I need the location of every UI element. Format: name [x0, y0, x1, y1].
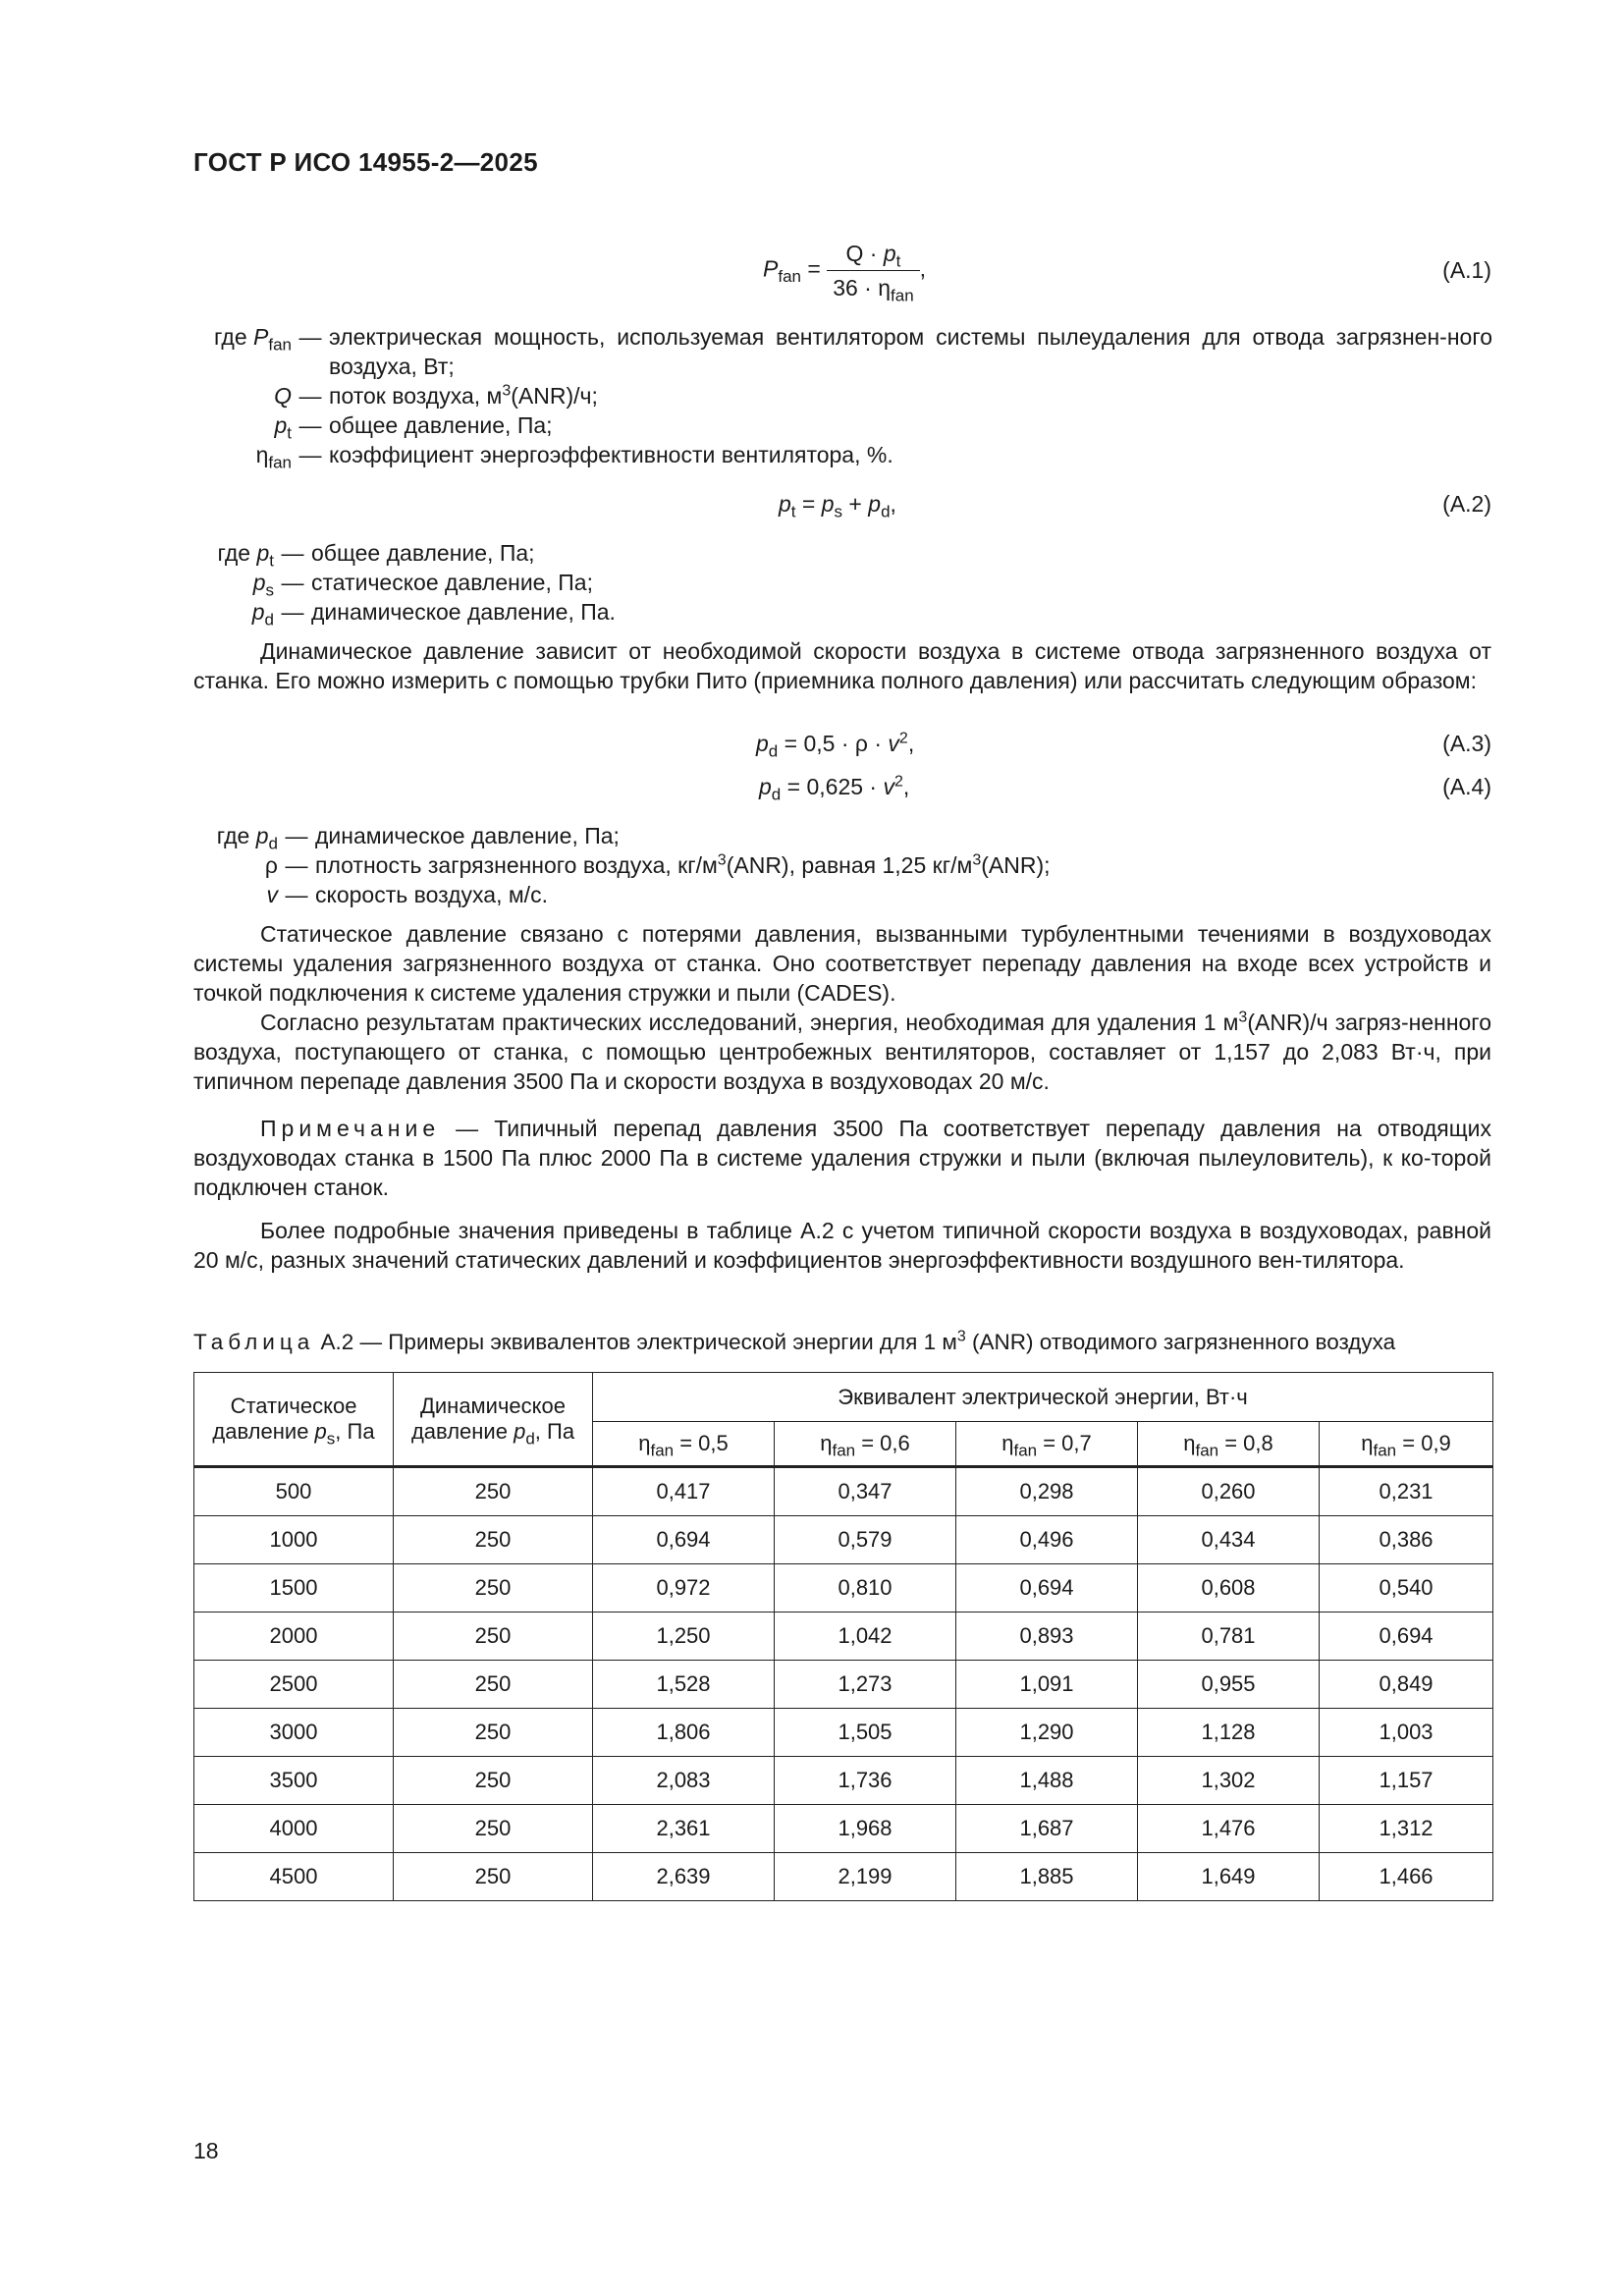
table-cell: 250: [394, 1661, 593, 1709]
header-static-pressure: Статическое давление $p_s$, Па: [194, 1373, 394, 1467]
formula-a3-number: (A.3): [1442, 731, 1491, 756]
note-label: Примечание: [260, 1116, 441, 1141]
table-cell: 0,298: [956, 1467, 1138, 1516]
header-eta-column: $\eta_{fan} = 0,8$: [1138, 1422, 1320, 1467]
table-cell: 1,649: [1138, 1853, 1320, 1901]
formula-a4: $p_d = 0,625 \cdot v^2$,: [759, 773, 910, 804]
formula-a4-number: (A.4): [1442, 774, 1491, 799]
table-row: [194, 1805, 1493, 1853]
where-list-2: [193, 538, 1492, 627]
where-item: $p_d$ — динамическое давление, Па.: [251, 599, 616, 629]
table-row: [194, 1661, 1493, 1709]
header-dynamic-pressure: Динамическое давление $p_d$, Па: [394, 1373, 593, 1467]
table-caption: Таблица А.2 — Примеры эквивалентов электрической энергии для 1 $м^3$ (ANR) отводимого загрязненного воздуха: [193, 1328, 1396, 1354]
table-cell: 2500: [194, 1661, 394, 1709]
table-cell: 250: [394, 1757, 593, 1805]
table-cell: 2,361: [593, 1805, 775, 1853]
table-cell: 3000: [194, 1709, 394, 1757]
table-cell: 1,091: [956, 1661, 1138, 1709]
table-cell: 1,290: [956, 1709, 1138, 1757]
table-cell: 0,694: [593, 1516, 775, 1564]
header-eta-column: $\eta_{fan} = 0,6$: [775, 1422, 956, 1467]
table-cell: 2,639: [593, 1853, 775, 1901]
table-cell: 1,466: [1320, 1853, 1493, 1901]
paragraph-dynamic-pressure: Динамическое давление зависит от необходимой скорости воздуха в системе отвода загрязненного воздуха от станка. Его можно измерить с помощью трубки Пито (приемника полного давления) или рассчитать следующим образом:: [193, 638, 1491, 693]
formula-a2: $p_t = p_s + p_d$,: [779, 491, 896, 521]
table-cell: 1500: [194, 1564, 394, 1613]
table-cell: 1,806: [593, 1709, 775, 1757]
table-cell: 250: [394, 1613, 593, 1661]
formula-a1: $P_{fan}$ = $\frac{Q \cdot p_t}{36 \cdot \eta_{fan}}$ ,: [763, 241, 927, 305]
table-cell: 0,608: [1138, 1564, 1320, 1613]
note: Примечание — Типичный перепад давления 3500 Па соответствует перепаду давления на отводящих воздуховодах станка в 1500 Па плюс 2000 Па в системе удаления стружки и пыли (включая пылеуловитель), к ко-торой подключен станок.: [193, 1116, 1491, 1200]
table-cell: 0,540: [1320, 1564, 1493, 1613]
table-cell: 0,849: [1320, 1661, 1493, 1709]
table-cell: 1,885: [956, 1853, 1138, 1901]
where-item: v — скорость воздуха, м/с.: [266, 882, 548, 907]
table-cell: 0,579: [775, 1516, 956, 1564]
table-cell: 1,528: [593, 1661, 775, 1709]
table-cell: 0,810: [775, 1564, 956, 1613]
table-cell: 1,476: [1138, 1805, 1320, 1853]
where-item: где $P_{fan}$ — электрическая мощность, используемая вентилятором системы пылеудаления для отвода загрязнен-ного воздуха, Вт;: [214, 324, 1492, 379]
table-cell: 2,199: [775, 1853, 956, 1901]
table-cell: 1,273: [775, 1661, 956, 1709]
where-item: $p_t$ — общее давление, Па;: [274, 412, 553, 443]
table-cell: 1,302: [1138, 1757, 1320, 1805]
table-cell: 0,347: [775, 1467, 956, 1516]
formula-a3: $p_d = 0,5 \cdot \rho \cdot v^2$,: [756, 730, 915, 761]
table-row: [194, 1564, 1493, 1613]
paragraph-more-values: Более подробные значения приведены в таблице А.2 с учетом типичной скорости воздуха в воздуховодах, равной 20 м/с, разных значений статических давлений и коэффициентов энергоэффективности воздушного вен-тилятора.: [193, 1218, 1491, 1273]
where-item: где $p_t$ — общее давление, Па;: [217, 540, 535, 571]
table-cell: 4500: [194, 1853, 394, 1901]
table-cell: 2,083: [593, 1757, 775, 1805]
paragraph-static-pressure: Статическое давление связано с потерями давления, вызванными турбулентными течениями в воздуховодах системы удаления загрязненного воздуха от станка. Оно соответствует перепаду давления на входе всех устройств и точкой подключения к системе удаления стружки и пыли (CADES).: [193, 921, 1491, 1006]
table-cell: 1,505: [775, 1709, 956, 1757]
header-energy-equivalent: Эквивалент электрической энергии, Вт·ч: [593, 1373, 1493, 1422]
table-cell: 0,694: [1320, 1613, 1493, 1661]
table-row: [194, 1467, 1493, 1516]
where-list-3: [193, 821, 1492, 909]
table-cell: 1,312: [1320, 1805, 1493, 1853]
table-cell: 2000: [194, 1613, 394, 1661]
table-row: [194, 1757, 1493, 1805]
table-cell: 0,496: [956, 1516, 1138, 1564]
table-cell: 0,781: [1138, 1613, 1320, 1661]
formula-a2-number: (A.2): [1442, 491, 1491, 517]
table-cell: 1000: [194, 1516, 394, 1564]
table-cell: 0,972: [593, 1564, 775, 1613]
formula-a1-number: (A.1): [1442, 257, 1491, 283]
where-list-1: [193, 322, 1492, 472]
table-cell: 0,893: [956, 1613, 1138, 1661]
table-cell: 250: [394, 1564, 593, 1613]
table-cell: 1,736: [775, 1757, 956, 1805]
table-cell: 500: [194, 1467, 394, 1516]
header-eta-column: $\eta_{fan} = 0,9$: [1320, 1422, 1493, 1467]
table-cell: 1,042: [775, 1613, 956, 1661]
header-eta-column: $\eta_{fan} = 0,5$: [593, 1422, 775, 1467]
table-cell: 1,250: [593, 1613, 775, 1661]
table-cell: 1,157: [1320, 1757, 1493, 1805]
header-eta-column: $\eta_{fan} = 0,7$: [956, 1422, 1138, 1467]
document-header: ГОСТ Р ИСО 14955-2—2025: [193, 147, 538, 177]
table-cell: 250: [394, 1516, 593, 1564]
table-cell: 0,955: [1138, 1661, 1320, 1709]
table-cell: 0,231: [1320, 1467, 1493, 1516]
table-cell: 250: [394, 1709, 593, 1757]
table-cell: 1,968: [775, 1805, 956, 1853]
table-row: [194, 1516, 1493, 1564]
table-cell: 1,488: [956, 1757, 1138, 1805]
table-cell: 0,386: [1320, 1516, 1493, 1564]
table-cell: 0,434: [1138, 1516, 1320, 1564]
paragraph-results: Согласно результатам практических исследований, энергия, необходимая для удаления 1 $м^3(ANR)/ч$ загряз-ненного воздуха, поступающего от станка, с помощью центробежных вентиляторов, составляет от 1,157 до 2,083 Вт·ч, при типичном перепаде давления 3500 Па и скорости воздуха в воздуховодах 20 м/с.: [193, 1009, 1491, 1094]
table-cell: 0,417: [593, 1467, 775, 1516]
table-cell: 1,687: [956, 1805, 1138, 1853]
formula-a1-fraction: $\frac{Q \cdot p_t}{36 \cdot \eta_{fan}}$: [827, 239, 919, 302]
table-cell: 250: [394, 1467, 593, 1516]
table-cell: 3500: [194, 1757, 394, 1805]
table-cell: 1,003: [1320, 1709, 1493, 1757]
where-item: где $p_d$ — динамическое давление, Па;: [216, 823, 620, 853]
where-item: ρ — плотность загрязненного воздуха, $кг/м^3(ANR)$, равная 1,25 $кг/м^3(ANR)$;: [264, 851, 1051, 878]
where-item: Q — поток воздуха, $м^3(ANR)/ч$;: [274, 382, 598, 409]
table-cell: 250: [394, 1805, 593, 1853]
table-cell: 0,260: [1138, 1467, 1320, 1516]
table-cell: 0,694: [956, 1564, 1138, 1613]
table-cell: 1,128: [1138, 1709, 1320, 1757]
table-row: [194, 1613, 1493, 1661]
where-item: $\eta_{fan}$ — коэффициент энергоэффективности вентилятора, %.: [255, 442, 893, 472]
table-row: [194, 1853, 1493, 1901]
table-cell: 4000: [194, 1805, 394, 1853]
where-item: $p_s$ — статическое давление, Па;: [252, 570, 593, 600]
page-number: 18: [193, 2138, 219, 2163]
table-cell: 250: [394, 1853, 593, 1901]
table-row: [194, 1709, 1493, 1757]
energy-table: [193, 1372, 1493, 1901]
